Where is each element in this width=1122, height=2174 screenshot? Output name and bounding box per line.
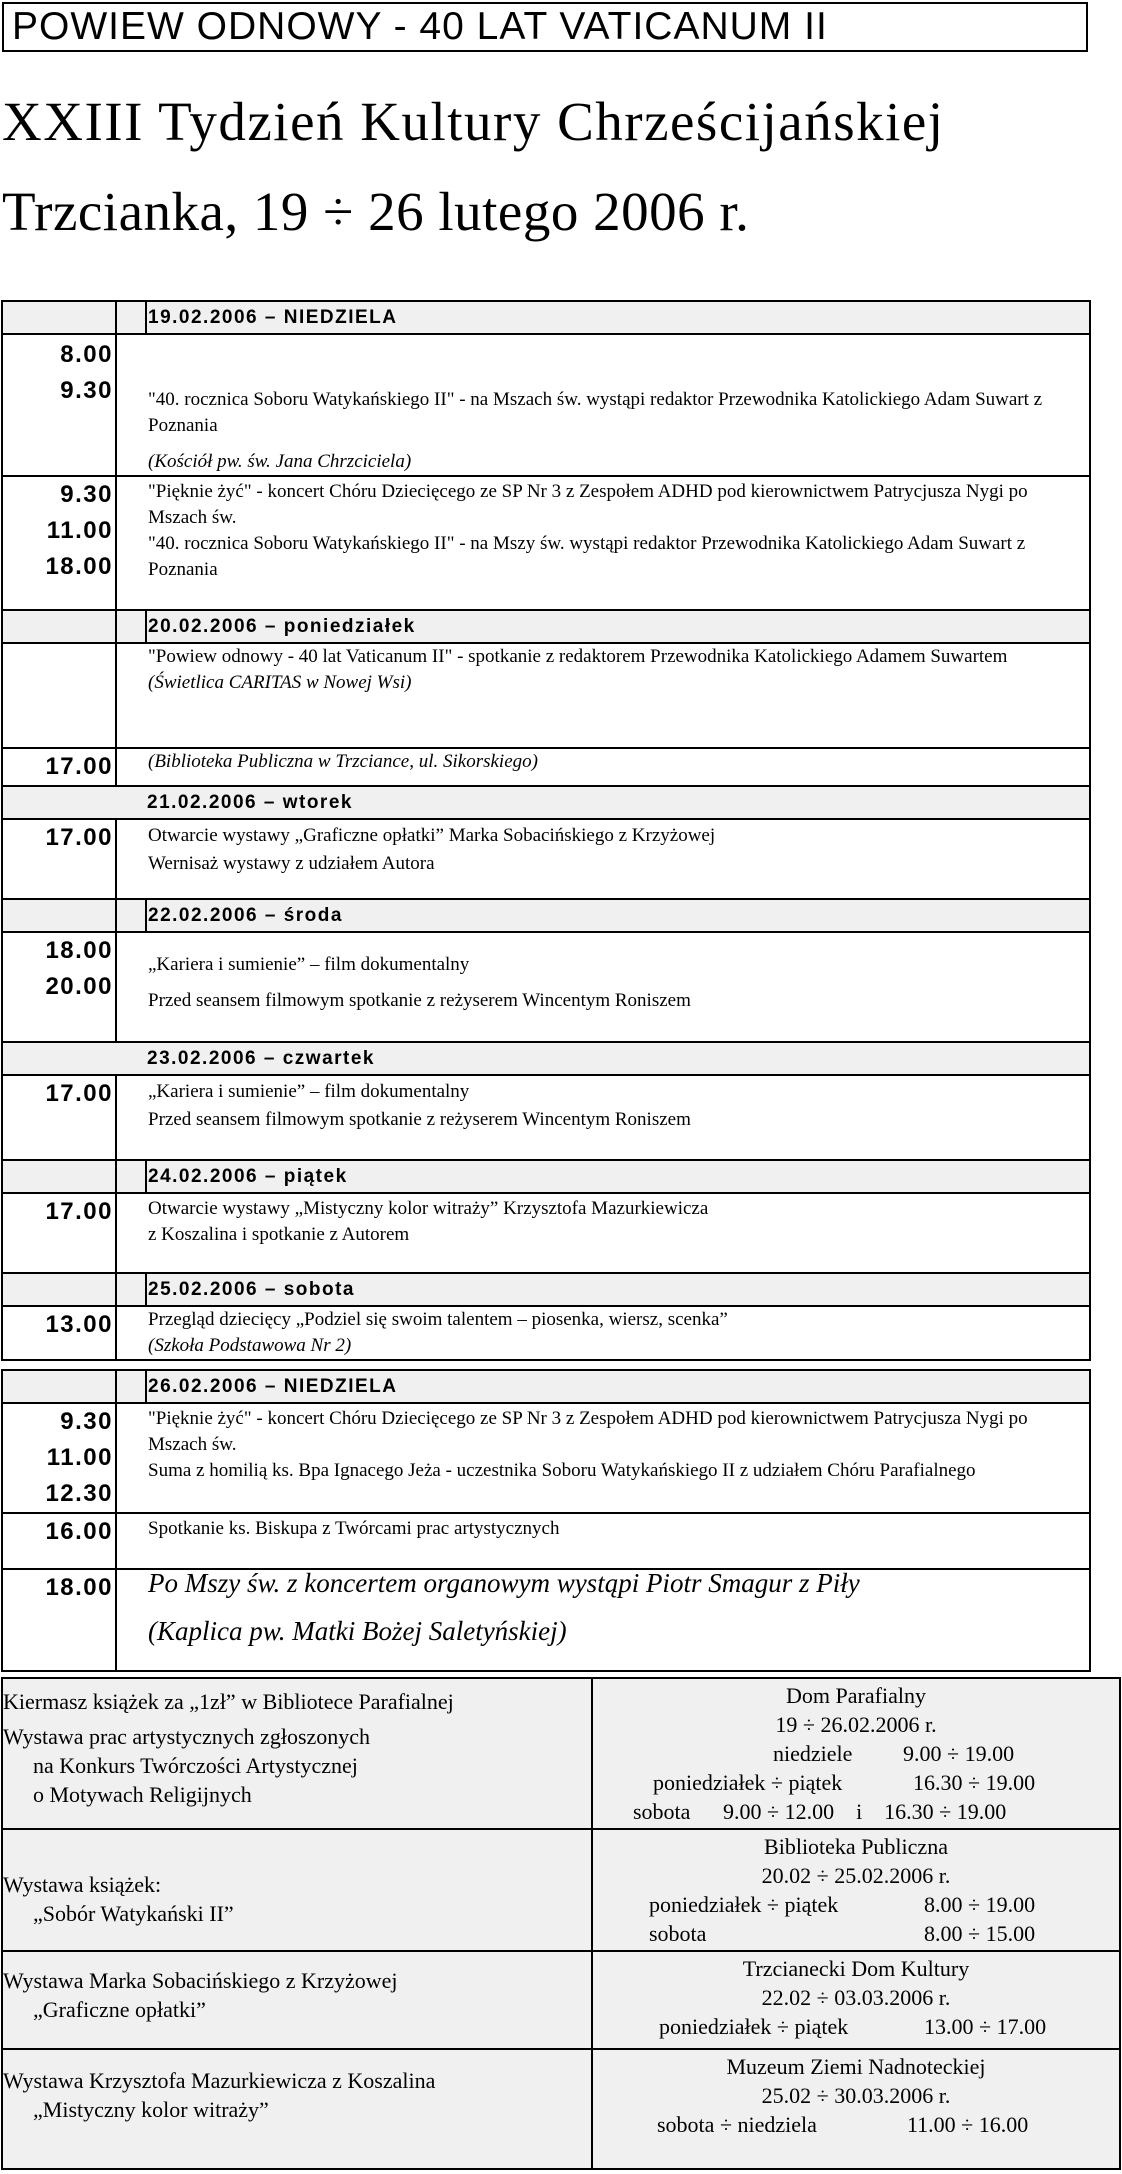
venue-hours: sobota 9.00 ÷ 12.00 i 16.30 ÷ 19.00: [633, 1799, 1007, 1824]
event-text: "40. rocznica Soboru Watykańskiego II" - na Mszach św. wystąpi redaktor Przewodnika Katolickiego Adam Suwart z Poznania: [148, 389, 1043, 436]
time-cell: [2, 1075, 116, 1160]
event-text: "Powiew odnowy - 40 lat Vaticanum II" - spotkanie z redaktorem Przewodnika Katolickiego Adamem Suwartem: [148, 646, 1008, 667]
exhibitions-table: [1, 1677, 1121, 2170]
event-place: (Kościół pw. św. Jana Chrzciciela): [148, 451, 412, 472]
day-header: [2, 1273, 1090, 1306]
venue-hours: sobota ÷ niedziela 11.00 ÷ 16.00: [657, 2112, 1029, 2137]
event-time: 20.00: [45, 973, 113, 1000]
event-description: [116, 1306, 1090, 1360]
schedule-table-week: [1, 300, 1091, 1361]
venue-cell: [592, 1829, 1120, 1951]
event-text: „Kariera i sumienie” – film dokumentalny: [148, 1081, 470, 1102]
event-time: 17.00: [45, 824, 113, 851]
exhibition-description: [2, 1829, 592, 1951]
event-time: 17.00: [45, 1198, 113, 1225]
venue-hours: sobota 8.00 ÷ 15.00: [649, 1921, 1036, 1946]
venue-hours: poniedziałek ÷ piątek 16.30 ÷ 19.00: [653, 1770, 1036, 1795]
venue-name: Biblioteka Publiczna: [764, 1834, 948, 1859]
venue-name: Dom Parafialny: [786, 1683, 926, 1708]
venue-name: Muzeum Ziemi Nadnoteckiej: [726, 2054, 986, 2079]
day-header: [2, 301, 1090, 334]
time-cell: [2, 1513, 116, 1569]
event-time: 9.30: [60, 377, 113, 404]
schedule-row: [2, 1569, 1090, 1671]
day-header: [2, 899, 1090, 932]
venue-dates: 19 ÷ 26.02.2006 r.: [775, 1712, 937, 1737]
exhibition-line: Wystawa Marka Sobacińskiego z Krzyżowej: [3, 1968, 398, 1993]
event-place: (Biblioteka Publiczna w Trzciance, ul. Sikorskiego): [148, 751, 538, 772]
event-text: Suma z homilią ks. Bpa Ignacego Jeża - uczestnika Soboru Watykańskiego II z udziałem Chóru Parafialnego: [148, 1460, 976, 1481]
time-cell: [2, 1403, 116, 1513]
event-description: [116, 748, 1090, 786]
day-label: 26.02.2006 – NIEDZIELA: [116, 1370, 1090, 1403]
event-time: 9.30: [60, 481, 113, 508]
schedule-row: [2, 1513, 1090, 1569]
time-cell: [2, 1569, 116, 1671]
schedule-row: [2, 819, 1090, 899]
event-text: "Pięknie żyć" - koncert Chóru Dziecięcego ze SP Nr 3 z Zespołem ADHD pod kierownictwem Patrycjusza Nygi po Mszach św.: [148, 1408, 1028, 1455]
event-time: 11.00: [46, 1444, 113, 1471]
schedule-row: [2, 1075, 1090, 1160]
event-time: 11.00: [46, 517, 113, 544]
venue-dates: 25.02 ÷ 30.03.2006 r.: [761, 2083, 951, 2108]
event-time: 17.00: [45, 1080, 113, 1107]
event-description: [116, 476, 1090, 610]
event-text: Otwarcie wystawy „Graficzne opłatki” Marka Sobacińskiego z Krzyżowej: [148, 825, 716, 846]
exhibition-description: [2, 2049, 592, 2169]
venue-cell: [592, 2049, 1120, 2169]
exhibition-line: „Mistyczny kolor witraży”: [33, 2097, 269, 2122]
event-description: [116, 1193, 1090, 1273]
exhibition-line: Kiermasz książek za „1zł” w Bibliotece Parafialnej: [3, 1689, 454, 1714]
schedule-row: [2, 643, 1090, 748]
time-cell: [2, 819, 116, 899]
exhibition-row: [2, 1951, 1120, 2049]
event-text: Spotkanie ks. Biskupa z Twórcami prac artystycznych: [148, 1518, 560, 1539]
event-time: 9.30: [60, 1408, 113, 1435]
venue-dates: 22.02 ÷ 03.03.2006 r.: [761, 1985, 951, 2010]
schedule-row: [2, 1306, 1090, 1360]
event-text: z Koszalina i spotkanie z Autorem: [148, 1224, 410, 1245]
exhibition-row: [2, 1829, 1120, 1951]
event-text: Po Mszy św. z koncertem organowym wystąpi Piotr Smagur z Piły: [148, 1568, 860, 1598]
event-time: 12.30: [45, 1480, 113, 1507]
schedule-row: [2, 476, 1090, 610]
schedule-row: [2, 932, 1090, 1042]
day-header: [2, 1160, 1090, 1193]
event-text: Przed seansem filmowym spotkanie z reżyserem Wincentym Roniszem: [148, 1109, 691, 1130]
event-place: (Świetlica CARITAS w Nowej Wsi): [148, 672, 412, 693]
event-text: Przegląd dziecięcy „Podziel się swoim talentem – piosenka, wiersz, scenka”: [148, 1309, 728, 1330]
event-text: Przed seansem filmowym spotkanie z reżyserem Wincentym Roniszem: [148, 990, 691, 1011]
schedule-table-sunday: [1, 1369, 1091, 1672]
event-place: (Szkoła Podstawowa Nr 2): [148, 1335, 352, 1356]
festival-banner: POWIEW ODNOWY - 40 LAT VATICANUM II: [2, 2, 1088, 52]
schedule-row: [2, 1193, 1090, 1273]
day-label: 25.02.2006 – sobota: [116, 1273, 1090, 1306]
event-text: Wernisaż wystawy z udziałem Autora: [148, 853, 435, 874]
event-text: „Kariera i sumienie” – film dokumentalny: [148, 954, 470, 975]
event-text: "40. rocznica Soboru Watykańskiego II" - na Mszy św. wystąpi redaktor Przewodnika Katolickiego Adam Suwart z Poznania: [148, 533, 1026, 580]
day-label: 23.02.2006 – czwartek: [116, 1042, 1090, 1075]
exhibition-line: Wystawa Krzysztofa Mazurkiewicza z Koszalina: [3, 2068, 436, 2093]
time-cell: [2, 334, 116, 476]
time-cell: [2, 643, 116, 748]
day-label: 22.02.2006 – środa: [116, 899, 1090, 932]
time-cell: [2, 748, 116, 786]
event-text: "Pięknie żyć" - koncert Chóru Dziecięcego ze SP Nr 3 z Zespołem ADHD pod kierownictwem Patrycjusza Nygi po Mszach św.: [148, 481, 1028, 528]
time-cell: [2, 476, 116, 610]
event-description: [116, 1075, 1090, 1160]
schedule-row: [2, 748, 1090, 786]
day-label: 21.02.2006 – wtorek: [116, 786, 1090, 819]
exhibition-line: na Konkurs Twórczości Artystycznej: [33, 1753, 358, 1778]
venue-hours: niedziele 9.00 ÷ 19.00: [773, 1741, 1015, 1766]
page-title: XXIII Tydzień Kultury Chrześcijańskiej: [2, 91, 945, 152]
day-label: 20.02.2006 – poniedziałek: [116, 610, 1090, 643]
day-header: [2, 610, 1090, 643]
exhibition-row: [2, 2049, 1120, 2169]
page-subtitle: Trzcianka, 19 ÷ 26 lutego 2006 r.: [2, 181, 750, 242]
exhibition-line: Wystawa prac artystycznych zgłoszonych: [3, 1724, 371, 1749]
event-text: Otwarcie wystawy „Mistyczny kolor witraży” Krzysztofa Mazurkiewicza: [148, 1198, 709, 1219]
exhibition-line: „Graficzne opłatki”: [33, 1997, 206, 2022]
event-time: 17.00: [45, 753, 113, 780]
day-label: 24.02.2006 – piątek: [116, 1160, 1090, 1193]
venue-cell: [592, 1951, 1120, 2049]
event-time: 18.00: [45, 553, 113, 580]
event-description: [116, 643, 1090, 748]
event-description: [116, 334, 1090, 476]
exhibition-line: „Sobór Watykański II”: [33, 1901, 234, 1926]
venue-hours: poniedziałek ÷ piątek 8.00 ÷ 19.00: [649, 1892, 1036, 1917]
event-time: 8.00: [60, 341, 113, 368]
exhibition-line: o Motywach Religijnych: [33, 1782, 252, 1807]
schedule-row: [2, 334, 1090, 476]
schedule-row: [2, 1403, 1090, 1513]
exhibition-description: [2, 1951, 592, 2049]
event-time: 16.00: [45, 1518, 113, 1545]
time-cell: [2, 1306, 116, 1360]
event-time: 18.00: [45, 1574, 113, 1601]
event-time: 18.00: [45, 937, 113, 964]
event-place: (Kaplica pw. Matki Bożej Saletyńskiej): [148, 1616, 567, 1646]
time-cell: [2, 1193, 116, 1273]
venue-hours: poniedziałek ÷ piątek 13.00 ÷ 17.00: [659, 2014, 1047, 2039]
day-header: [2, 1370, 1090, 1403]
day-header: [2, 1042, 1090, 1075]
event-description: [116, 1513, 1090, 1569]
venue-dates: 20.02 ÷ 25.02.2006 r.: [761, 1863, 951, 1888]
day-label: 19.02.2006 – NIEDZIELA: [116, 301, 1090, 334]
event-description: [116, 819, 1090, 899]
exhibition-description: [2, 1678, 592, 1829]
venue-name: Trzcianecki Dom Kultury: [742, 1956, 970, 1981]
event-description: [116, 1569, 1090, 1671]
venue-cell: [592, 1678, 1120, 1829]
exhibition-line: Wystawa książek:: [3, 1872, 162, 1897]
event-description: [116, 1403, 1090, 1513]
time-cell: [2, 932, 116, 1042]
event-description: [116, 932, 1090, 1042]
exhibition-row: [2, 1678, 1120, 1829]
event-time: 13.00: [45, 1311, 113, 1338]
day-header: [2, 786, 1090, 819]
